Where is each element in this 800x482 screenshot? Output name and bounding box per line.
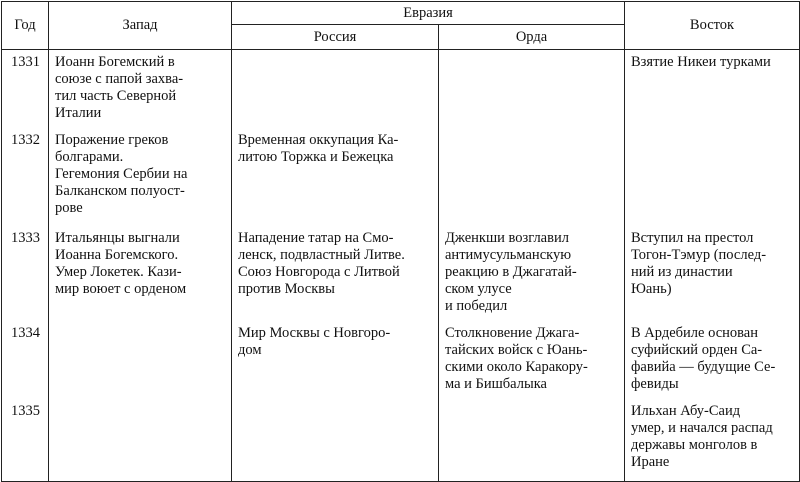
west-cell: Поражение греков болгарами. Гегемония Сербии на Балканском полуост- рове [49, 128, 232, 226]
table-row [2, 399, 800, 481]
east-cell: Ильхан Абу-Саид умер, и начался распад державы монголов в Иране [625, 399, 800, 481]
header-russia: Россия [232, 25, 439, 50]
year-cell: 1333 [2, 226, 49, 321]
table-row [2, 226, 800, 321]
year-cell: 1335 [2, 399, 49, 481]
year-cell: 1332 [2, 128, 49, 226]
chronology-table [1, 1, 800, 482]
west-cell: Итальянцы выгнали Иоанна Богемского. Умер Локетек. Кази- мир воюет с орденом [49, 226, 232, 321]
east-cell: В Ардебиле основан суфийский орден Са- фавийа — будущие Се- февиды [625, 321, 800, 399]
east-cell: Вступил на престол Тогон-Тэмур (послед- ний из династии Юань) [625, 226, 800, 321]
east-cell [625, 128, 800, 226]
horde-cell [439, 50, 625, 129]
russia-cell: Временная оккупация Ка- литою Торжка и Бежецка [232, 128, 439, 226]
year-cell: 1334 [2, 321, 49, 399]
russia-cell [232, 399, 439, 481]
russia-cell: Мир Москвы с Новгоро- дом [232, 321, 439, 399]
west-cell: Иоанн Богемский в союзе с папой захва- тил часть Северной Италии [49, 50, 232, 129]
horde-cell [439, 399, 625, 481]
russia-cell [232, 50, 439, 129]
year-cell: 1331 [2, 50, 49, 129]
header-horde: Орда [439, 25, 625, 50]
header-year: Год [2, 2, 49, 50]
west-cell [49, 321, 232, 399]
horde-cell [439, 128, 625, 226]
header-west: Запад [49, 2, 232, 50]
header-eurasia: Евразия [232, 2, 625, 25]
header-east: Восток [625, 2, 800, 50]
west-cell [49, 399, 232, 481]
table-row [2, 128, 800, 226]
table-row [2, 50, 800, 129]
horde-cell: Дженкши возглавил антимусульманскую реакцию в Джагатай- ском улусе и победил [439, 226, 625, 321]
table-row [2, 321, 800, 399]
horde-cell: Столкновение Джага- тайских войск с Юань- скими около Каракору- ма и Бишбалыка [439, 321, 625, 399]
east-cell: Взятие Никеи турками [625, 50, 800, 129]
russia-cell: Нападение татар на Смо- ленск, подвластный Литве. Союз Новгорода с Литвой против Москвы [232, 226, 439, 321]
